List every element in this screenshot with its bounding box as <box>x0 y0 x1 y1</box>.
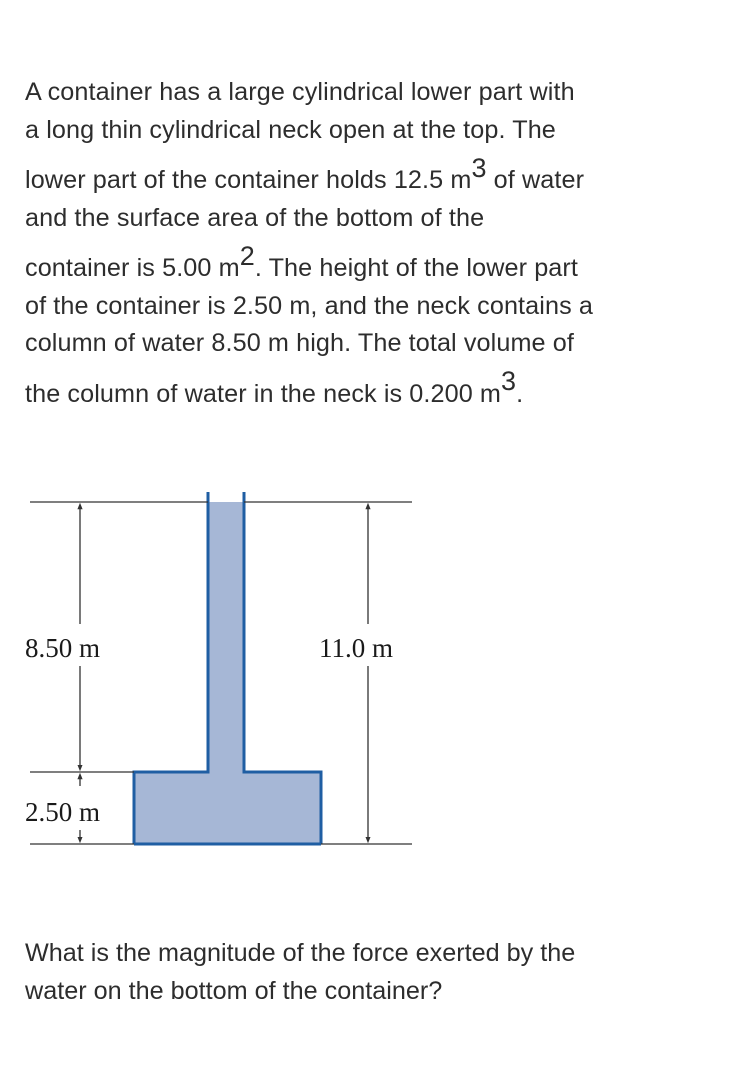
problem-line-8 <box>25 366 737 414</box>
problem-line-5 <box>25 240 737 288</box>
problem-line-2: a long thin cylindrical neck open at the top. The <box>25 115 556 144</box>
problem-line-6: of the container is 2.50 m, and the neck contains a <box>25 291 593 320</box>
question <box>25 934 737 1010</box>
question-line-1: What is the magnitude of the force exerted by the <box>25 939 576 967</box>
problem-line-1: A container has a large cylindrical lower part with <box>25 78 575 106</box>
problem-line-3-end: of water <box>486 166 585 194</box>
lower-height-label: 2.50 m <box>25 797 101 827</box>
superscript-cubed: 3 <box>471 152 487 183</box>
problem-statement <box>25 74 737 413</box>
problem-line-8-text: the column of water in the neck is 0.200 m <box>25 379 502 408</box>
superscript-squared: 2 <box>239 240 255 271</box>
problem-line-7: column of water 8.50 m high. The total volume of <box>25 329 574 357</box>
container-diagram-svg <box>0 484 743 864</box>
water-fill <box>134 502 321 844</box>
neck-height-label: 8.50 m <box>25 633 101 663</box>
question-line-2: water on the bottom of the container? <box>25 977 443 1005</box>
problem-line-4: and the surface area of the bottom of the <box>25 203 485 232</box>
problem-line-3 <box>25 152 737 200</box>
superscript-cubed-2: 3 <box>501 366 517 397</box>
problem-line-8-end: . <box>516 379 524 408</box>
container-diagram <box>0 484 743 864</box>
problem-line-5-text: container is 5.00 m <box>25 254 240 282</box>
problem-line-3-text: lower part of the container holds 12.5 m <box>25 166 472 194</box>
total-height-label: 11.0 m <box>319 633 393 663</box>
problem-line-5-end: . The height of the lower part <box>254 254 578 282</box>
